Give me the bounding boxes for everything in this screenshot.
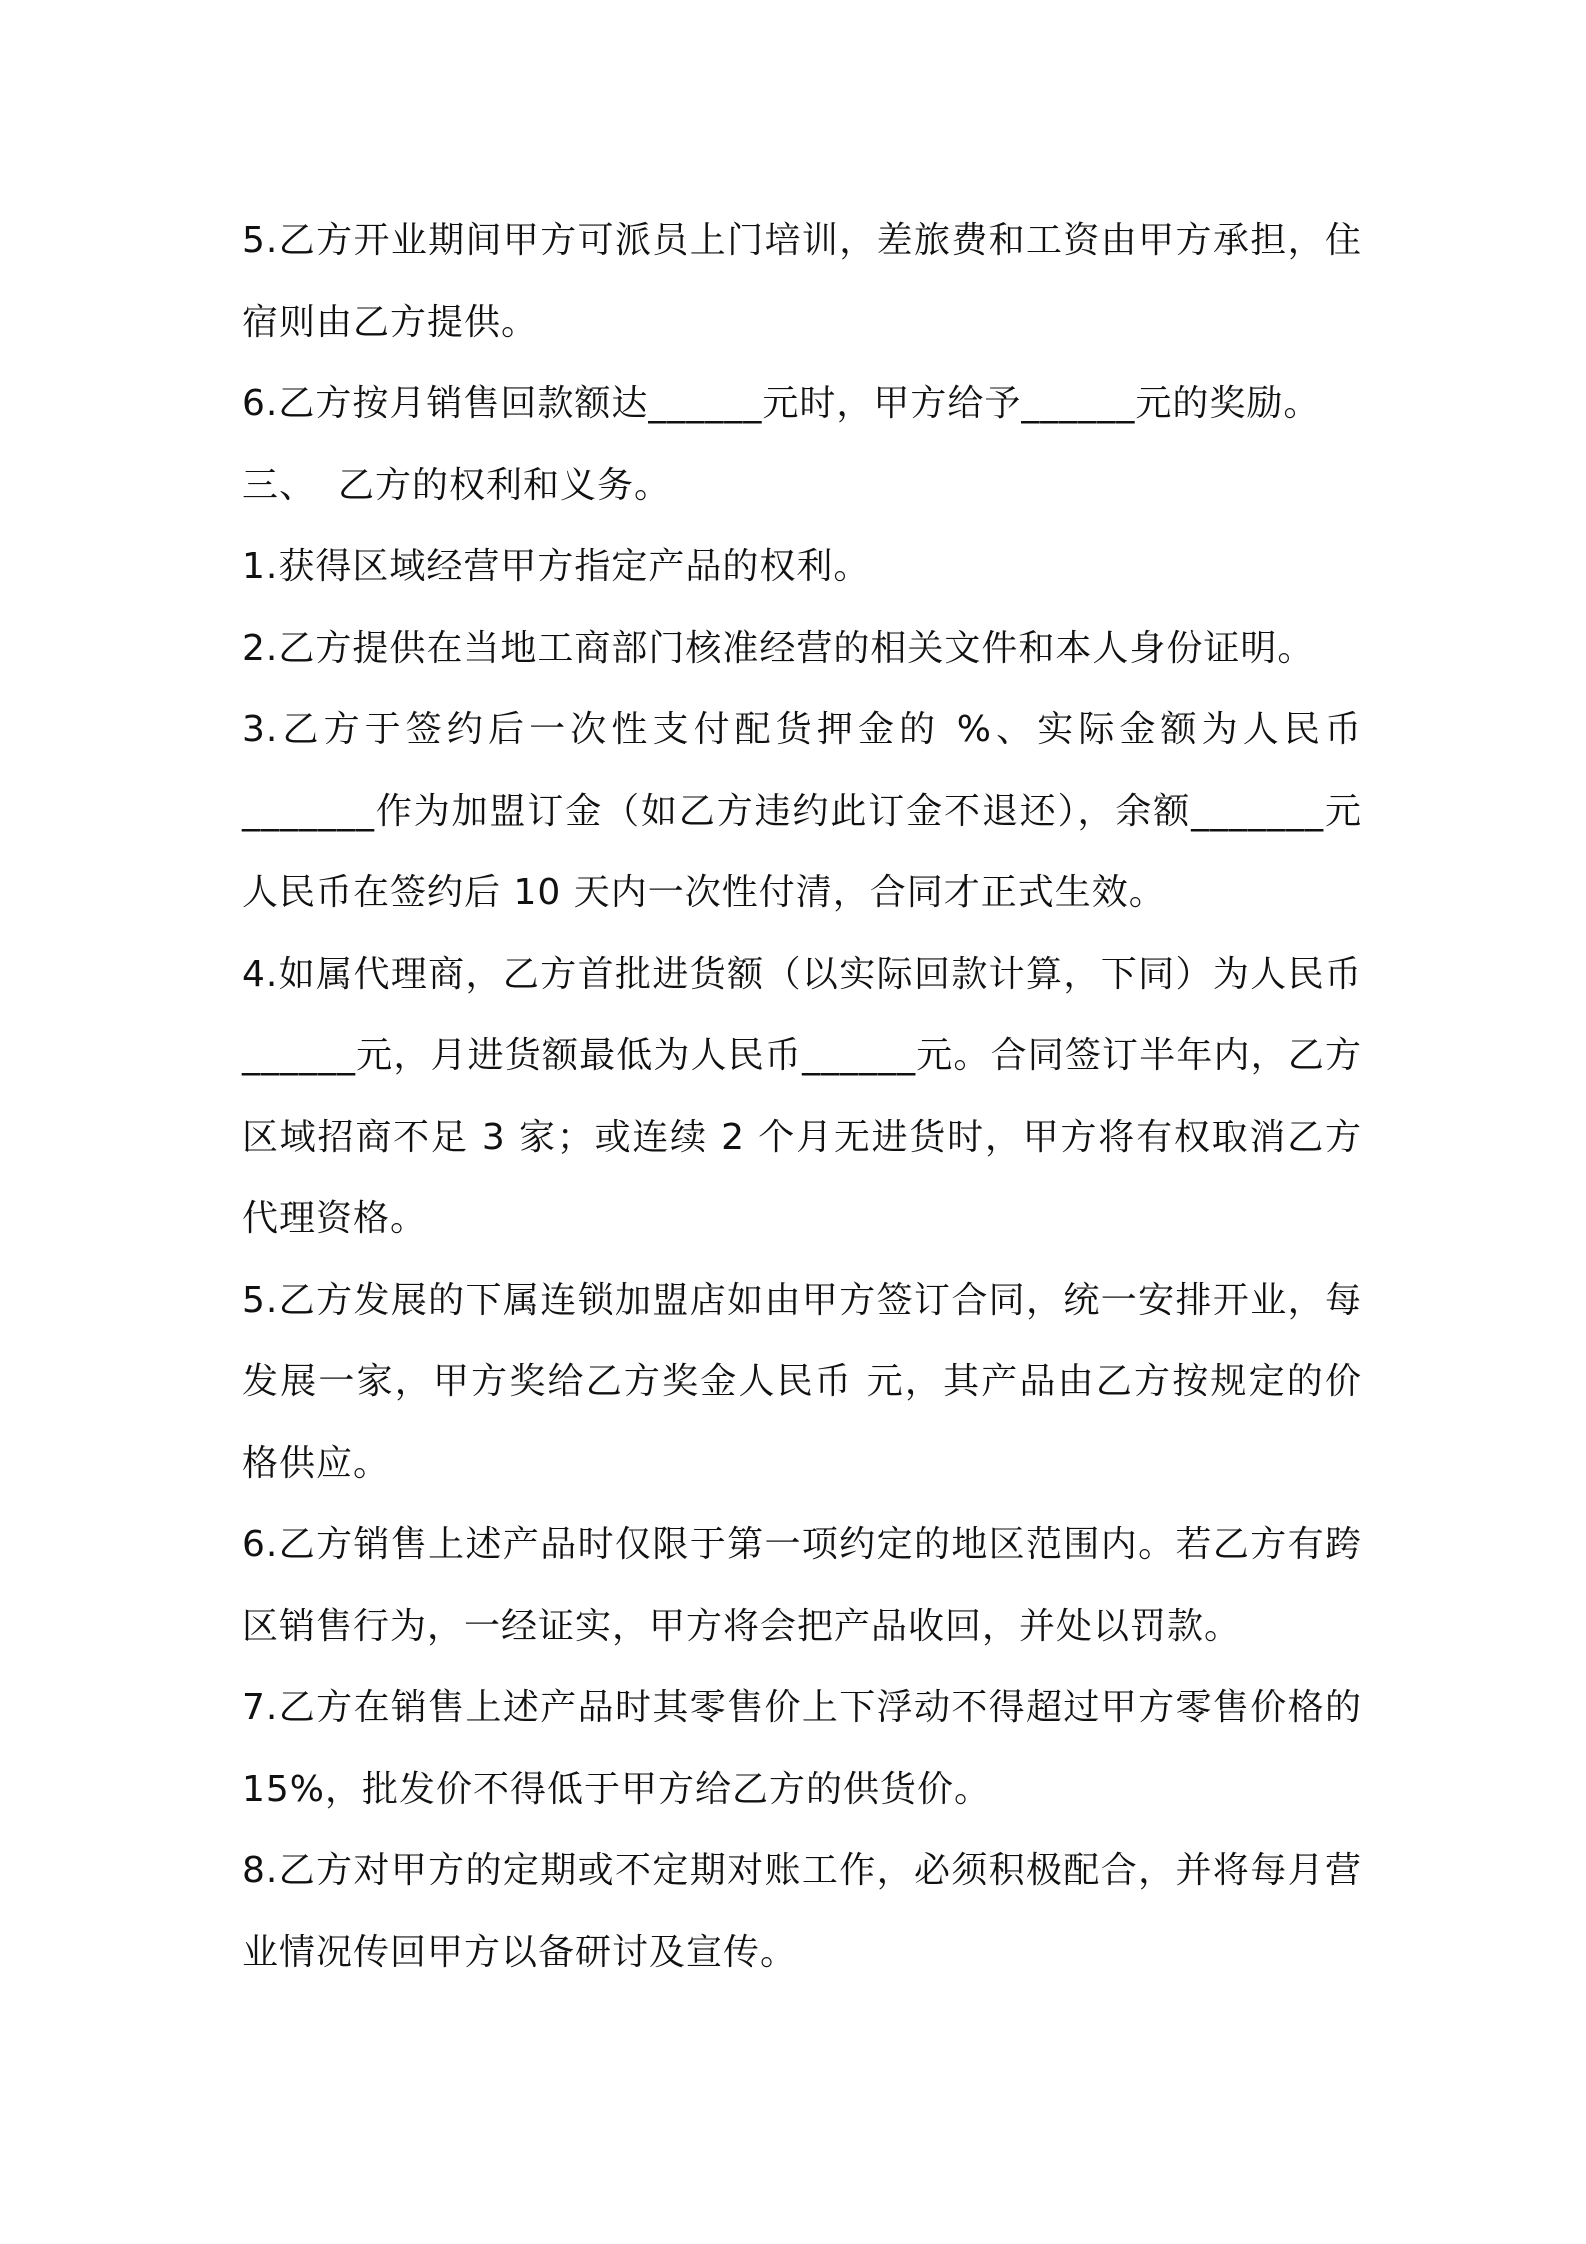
clause-sales-area: 6.乙方销售上述产品时仅限于第一项约定的地区范围内。若乙方有跨区销售行为，一经证实，甲方将会把产品收回，并处以罚款。	[242, 1524, 1362, 1647]
clause-regional-rights: 1.获得区域经营甲方指定产品的权利。	[242, 546, 871, 587]
clause-deposit: 3.乙方于签约后一次性支付配货押金的 %、实际金额为人民币_______作为加盟订金（如乙方违约此订金不退还），余额_______元人民币在签约后 10 天内一次性付清，合同才正式生效。	[242, 709, 1362, 913]
clause-agent-purchase: 4.如属代理商，乙方首批进货额（以实际回款计算，下同）为人民币______元，月进货额最低为人民币______元。合同签订半年内，乙方区域招商不足 3 家；或连续 2 个月无进货时，甲方将有权取消乙方代理资格。	[242, 953, 1362, 1239]
clause-documents: 2.乙方提供在当地工商部门核准经营的相关文件和本人身份证明。	[242, 627, 1315, 669]
clause-pricing: 7.乙方在销售上述产品时其零售价上下浮动不得超过甲方零售价格的 15%，批发价不得低于甲方给乙方的供货价。	[242, 1687, 1362, 1810]
clause-franchise-bonus: 5.乙方发展的下属连锁加盟店如由甲方签订合同，统一安排开业，每发展一家，甲方奖给乙方奖金人民币 元，其产品由乙方按规定的价格供应。	[242, 1279, 1362, 1484]
clause-training: 5.乙方开业期间甲方可派员上门培训，差旅费和工资由甲方承担，住宿则由乙方提供。	[242, 220, 1362, 343]
section-heading	[242, 445, 1362, 527]
section-number: 三、	[242, 464, 317, 506]
clause-sales-reward: 6.乙方按月销售回款额达______元时，甲方给予______元的奖励。	[242, 383, 1321, 424]
section-title: 乙方的权利和义务。	[338, 464, 672, 506]
contract-body	[242, 200, 1362, 1993]
clause-reconciliation: 8.乙方对甲方的定期或不定期对账工作，必须积极配合，并将每月营业情况传回甲方以备研讨及宣传。	[242, 1850, 1362, 1973]
